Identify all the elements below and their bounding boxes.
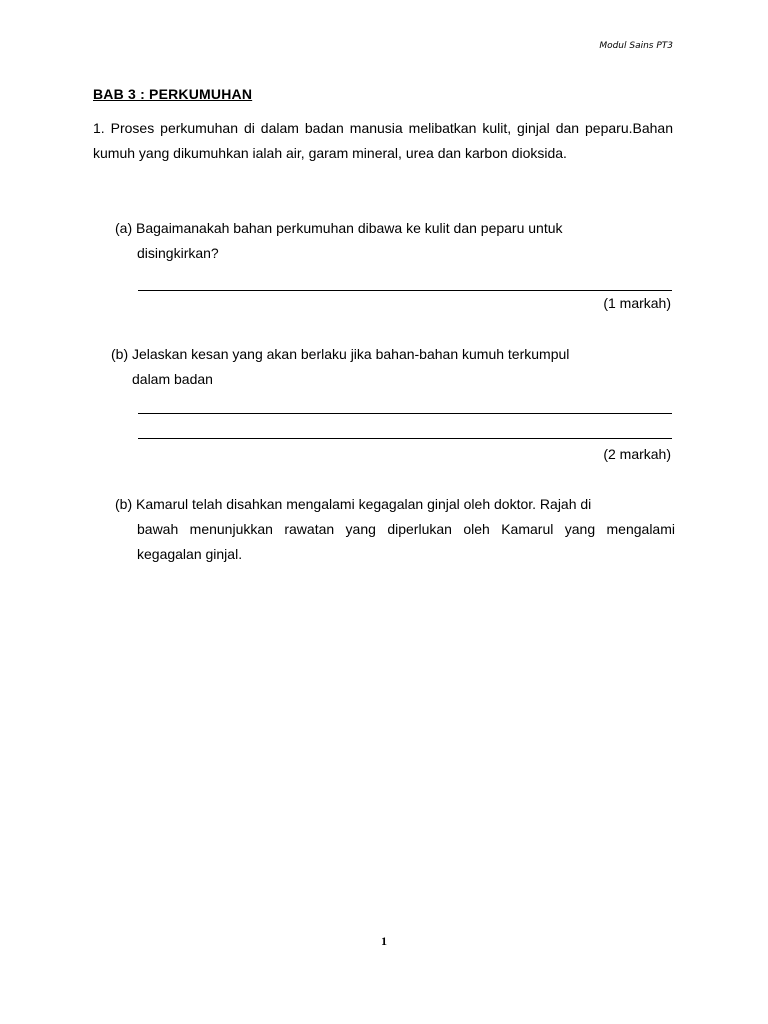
question-b-line2: dalam badan — [132, 371, 213, 387]
question-c-line2: bawah menunjukkan rawatan yang diperlukan oleh Kamarul yang mengalami kegagalan ginjal. — [137, 521, 675, 562]
question-c — [115, 492, 675, 567]
answer-line-b1[interactable] — [138, 413, 672, 414]
question-a-line2: disingkirkan? — [137, 245, 219, 261]
chapter-title: BAB 3 : PERKUMUHAN — [93, 86, 253, 102]
module-header: Modul Sains PT3 — [599, 41, 673, 51]
question-a — [115, 216, 675, 266]
intro-paragraph: 1. Proses perkumuhan di dalam badan manusia melibatkan kulit, ginjal dan peparu.Bahan kumuh yang dikumuhkan ialah air, garam mineral, urea dan karbon dioksida. — [93, 120, 673, 161]
question-c-line1: (b) Kamarul telah disahkan mengalami kegagalan ginjal oleh doktor. Rajah di — [115, 496, 592, 512]
answer-line-a1[interactable] — [138, 290, 672, 291]
answer-line-b2[interactable] — [138, 438, 672, 439]
question-a-line1: (a) Bagaimanakah bahan perkumuhan dibawa ke kulit dan peparu untuk — [115, 220, 563, 236]
question-b-line1: (b) Jelaskan kesan yang akan berlaku jika bahan-bahan kumuh terkumpul — [111, 346, 570, 362]
marks-a: (1 markah) — [603, 295, 671, 311]
page-number: 1 — [381, 934, 387, 948]
question-b — [111, 342, 671, 392]
marks-b: (2 markah) — [603, 446, 671, 462]
